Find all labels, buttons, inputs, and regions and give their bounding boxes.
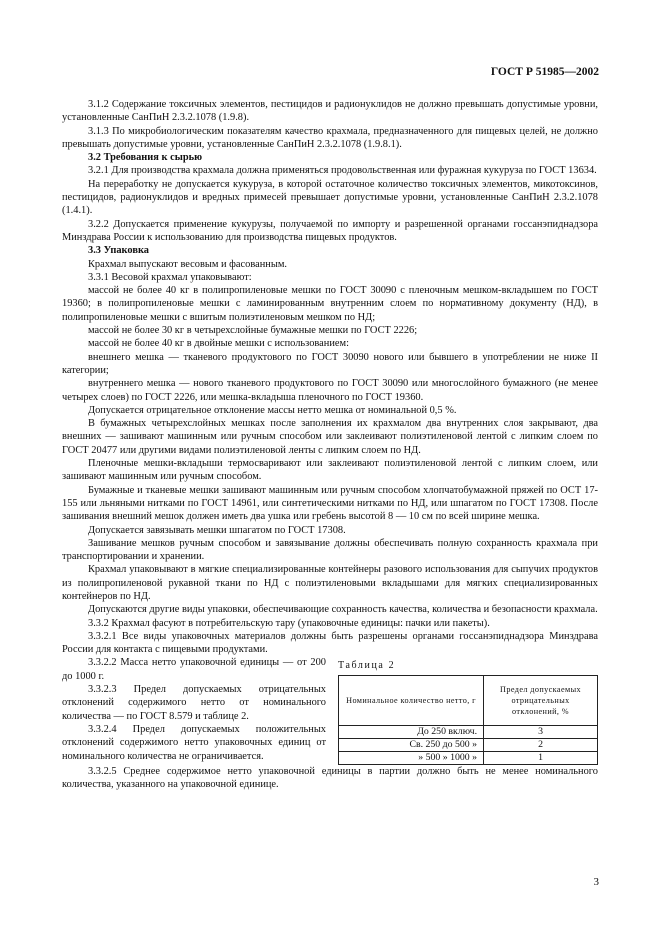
table-2 (338, 659, 598, 764)
table-cell: » 500 » 1000 » (339, 751, 484, 764)
paragraph: Допускается завязывать мешки шпагатом по ГОСТ 17308. (88, 524, 346, 536)
paragraph: 3.3.2.3 Предел допускаемых отрицательных отклонений содержимого нетто от номинального количества — по ГОСТ 8.579 и таблице 2. (62, 684, 326, 722)
table-row (339, 725, 598, 738)
table-cell: Св. 250 до 500 » (339, 738, 484, 751)
table-row (339, 738, 598, 751)
paragraph: внешнего мешка — тканевого продуктового по ГОСТ 30090 нового или бывшего в употреблении не ниже II категории; (62, 351, 598, 376)
section-heading: 3.3 Упаковка (88, 245, 149, 257)
paragraph: Крахмал выпускают весовым и фасованным. (88, 258, 287, 270)
paragraph: На переработку не допускается кукуруза, в которой остаточное количество токсичных элементов, микотоксинов, пестицидов, радионуклидов и вредных примесей превышает допустимые уровни, установленные СанПиН 2.3.2.1078 (1.4.1). (62, 178, 598, 217)
table-cell: 1 (484, 751, 598, 764)
document-header: ГОСТ Р 51985—2002 (490, 66, 599, 78)
paragraph: 3.1.3 По микробиологическим показателям качество крахмала, предназначенного для пищевых целей, не должно превышать допустимые уровни, установленные СанПиН 2.3.2.1078 (1.9.8.1). (62, 125, 598, 150)
final-paragraph: 3.3.2.5 Среднее содержимое нетто упаковочной единицы в партии должно быть не менее номинального количества, указанного на упаковочной единице. (62, 765, 598, 791)
paragraph: массой не более 30 кг в четырехслойные бумажные мешки по ГОСТ 2226; (88, 325, 418, 337)
paragraph: 3.2.1 Для производства крахмала должна применяться продовольственная или фуражная кукуруза по ГОСТ 13634. (88, 165, 597, 177)
document-body (62, 98, 598, 791)
table-caption: Таблица 2 (338, 660, 396, 672)
section-heading: 3.2 Требования к сырью (88, 152, 203, 164)
main-text (62, 98, 598, 656)
page-number: 3 (593, 876, 599, 888)
paragraph: Бумажные и тканевые мешки зашивают машинным или ручным способом хлопчатобумажной пряжей по ОСТ 17-155 или льняными нитками по ГОСТ 14961, или синтетическими нитками по НД, или шпагатом по ГОСТ 17308. После зашивания внешний мешок должен иметь два ушка или гребень высотой 8 — 10 см по всей ширине мешка. (62, 484, 598, 523)
paragraph: массой не более 40 кг в полипропиленовые мешки по ГОСТ 30090 с пленочным мешком-вкладышем по ГОСТ 19360; в полипропиленовые мешки с ламинированным внутренним слоем по нормативному документу (НД), в полипропиленовые мешки с вшитым полиэтиленовым мешком по НД; (62, 285, 598, 323)
paragraph: Зашивание мешков ручным способом и завязывание должны обеспечивать полную сохранность крахмала при транспортировании и хранении. (62, 537, 598, 563)
paragraph: Пленочные мешки-вкладыши термосваривают или заклеивают полиэтиленовой лентой с липким слоем, или зашивают машинным или ручным способом. (62, 458, 598, 483)
paragraph: 3.3.2.2 Масса нетто упаковочной единицы — от 200 до 1000 г. (62, 657, 326, 682)
paragraph: массой не более 40 кг в двойные мешки с использованием: (88, 338, 349, 350)
table-cell: До 250 включ. (339, 725, 484, 738)
text-beside-table (62, 656, 326, 762)
paragraph: В бумажных четырехслойных мешках после заполнения их крахмалом два внутренних слоя закрывают, два внешних — зашивают машинным или ручным способом или заклеивают полиэтиленовой лентой с липким слоем по ГОСТ 20477 или другими видами полиэтиленовой ленты с липким слоем по НД. (62, 418, 598, 456)
paragraph: 3.3.2.4 Предел допускаемых положительных отклонений содержимого нетто упаковочных единиц от номинального количества не ограничивается. (62, 723, 326, 762)
paragraph: Допускается отрицательное отклонение массы нетто мешка от номинальной 0,5 %. (88, 404, 457, 416)
tolerance-table (338, 675, 598, 765)
column-header-deviation: Предел допускаемых отрицательных отклонений, % (484, 675, 598, 725)
paragraph: 3.3.2 Крахмал фасуют в потребительскую тару (упаковочные единицы: пачки или пакеты). (88, 617, 490, 629)
paragraph: 3.3.2.1 Все виды упаковочных материалов должны быть разрешены органами госсанэпиднадзора Минздрава России для контакта с пищевыми продуктами. (62, 630, 598, 656)
paragraph: 3.2.2 Допускается применение кукурузы, получаемой по импорту и разрешенной органами госсанэпиднадзора Минздрава России к использованию для производства пищевых продуктов. (62, 218, 598, 243)
paragraph: 3.3.1 Весовой крахмал упаковывают: (88, 271, 252, 283)
paragraph: Крахмал упаковывают в мягкие специализированные контейнеры разового использования для сыпучих продуктов из полипропиленовой рукавной ткани по НД с полиэтиленовыми вкладышами для мягких специализированных контейнеров по НД. (62, 564, 598, 602)
table-cell: 2 (484, 738, 598, 751)
table-row (339, 751, 598, 764)
paragraph: Допускаются другие виды упаковки, обеспечивающие сохранность качества, количества и безопасности крахмала. (88, 604, 598, 616)
paragraph: 3.1.2 Содержание токсичных элементов, пестицидов и радионуклидов не должно превышать допустимые уровни, установленные СанПиН 2.3.2.1078 (1.9.8). (62, 99, 598, 124)
table-cell: 3 (484, 725, 598, 738)
paragraph: внутреннего мешка — нового тканевого продуктового по ГОСТ 30090 или многослойного бумажного (не менее четырех слоев) по ГОСТ 2226, или мешка-вкладыша пленочного по ГОСТ 19360. (62, 378, 598, 403)
table-header-row (339, 675, 598, 725)
column-header-nominal: Номинальное количество нетто, г (339, 675, 484, 725)
